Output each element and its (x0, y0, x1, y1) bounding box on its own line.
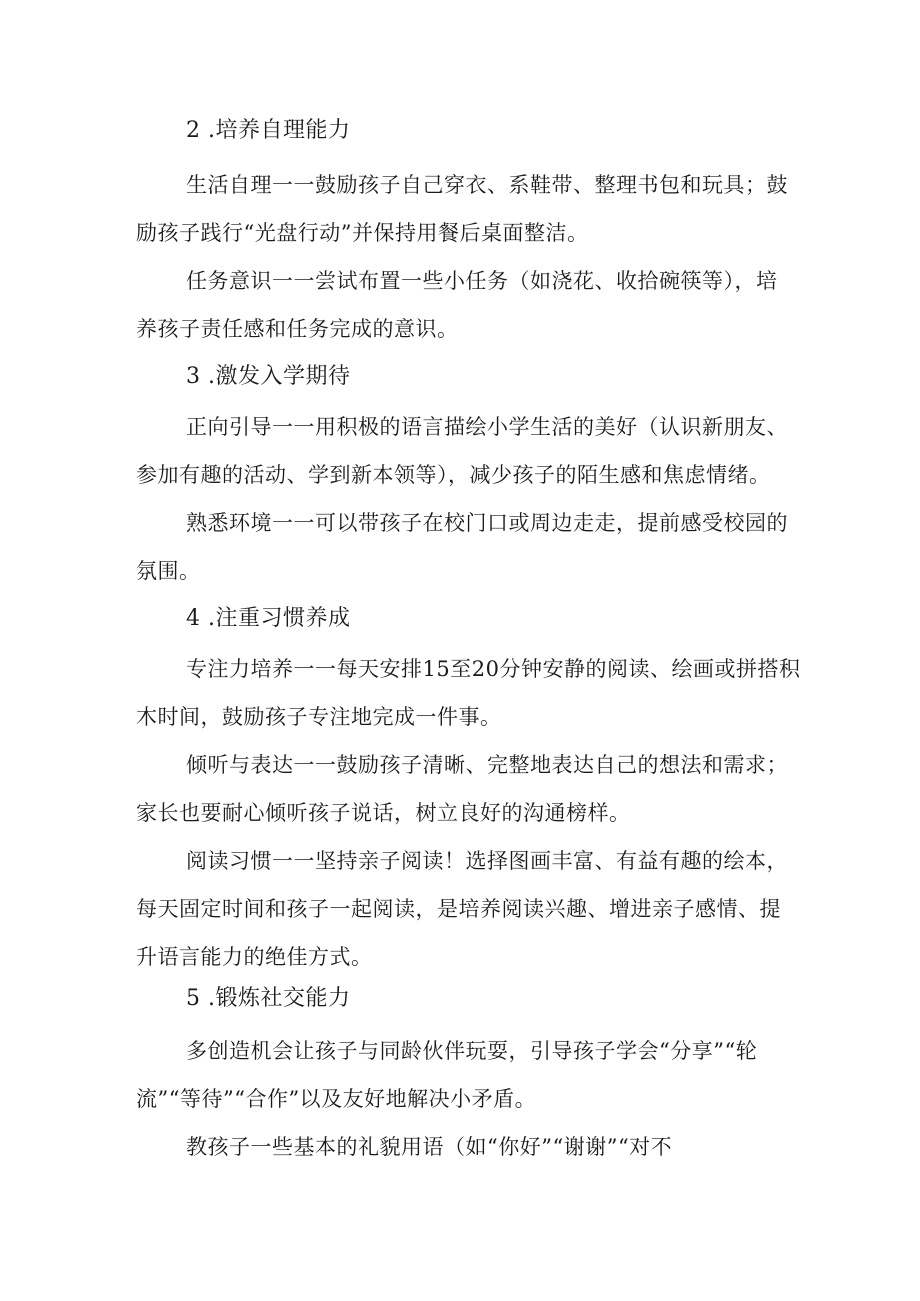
paragraph-line: 参加有趣的活动、学到新本领等），减少孩子的陌生感和焦虑情绪。 (136, 463, 771, 487)
paragraph-line: 教孩子一些基本的礼貌用语（如“你好”“谢谢”“对不 (186, 1135, 673, 1159)
section-heading: 5 .锻炼社交能力 (186, 986, 351, 1011)
paragraph-line: 正向引导一一用积极的语言描绘小学生活的美好（认识新朋友、 (186, 415, 788, 439)
paragraph-line: 阅读习惯一一坚持亲子阅读！选择图画丰富、有益有趣的绘本， (186, 849, 788, 873)
section-heading: 2 .培养自理能力 (186, 118, 351, 143)
paragraph-line: 氛围。 (136, 559, 201, 583)
paragraph-line: 家长也要耐心倾听孩子说话，树立良好的沟通榜样。 (136, 801, 631, 825)
paragraph-line: 升语言能力的绝佳方式。 (136, 945, 373, 969)
paragraph-line: 专注力培养一一每天安排15至20分钟安静的阅读、绘画或拼搭积 (186, 657, 801, 681)
paragraph-line: 多创造机会让孩子与同龄伙伴玩耍，引导孩子学会“分享”“轮 (186, 1039, 758, 1063)
paragraph-line: 任务意识一一尝试布置一些小任务（如浇花、收拾碗筷等），培 (186, 269, 778, 293)
paragraph-line: 每天固定时间和孩子一起阅读，是培养阅读兴趣、增进亲子感情、提 (136, 897, 781, 921)
paragraph-line: 倾听与表达一一鼓励孩子清晰、完整地表达自己的想法和需求； (186, 753, 788, 777)
paragraph-line: 养孩子责任感和任务完成的意识。 (136, 317, 459, 341)
section-heading: 4 .注重习惯养成 (186, 606, 351, 631)
paragraph-line: 励孩子践行“光盘行动”并保持用餐后桌面整洁。 (136, 221, 589, 245)
section-heading: 3 .激发入学期待 (186, 364, 351, 389)
paragraph-line: 熟悉环境一一可以带孩子在校门口或周边走走，提前感受校园的 (186, 511, 788, 535)
paragraph-line: 木时间，鼓励孩子专注地完成一件事。 (136, 705, 502, 729)
paragraph-line: 流”“等待”“合作”以及友好地解决小矛盾。 (136, 1087, 537, 1111)
paragraph-line: 生活自理一一鼓励孩子自己穿衣、系鞋带、整理书包和玩具；鼓 (186, 173, 788, 197)
